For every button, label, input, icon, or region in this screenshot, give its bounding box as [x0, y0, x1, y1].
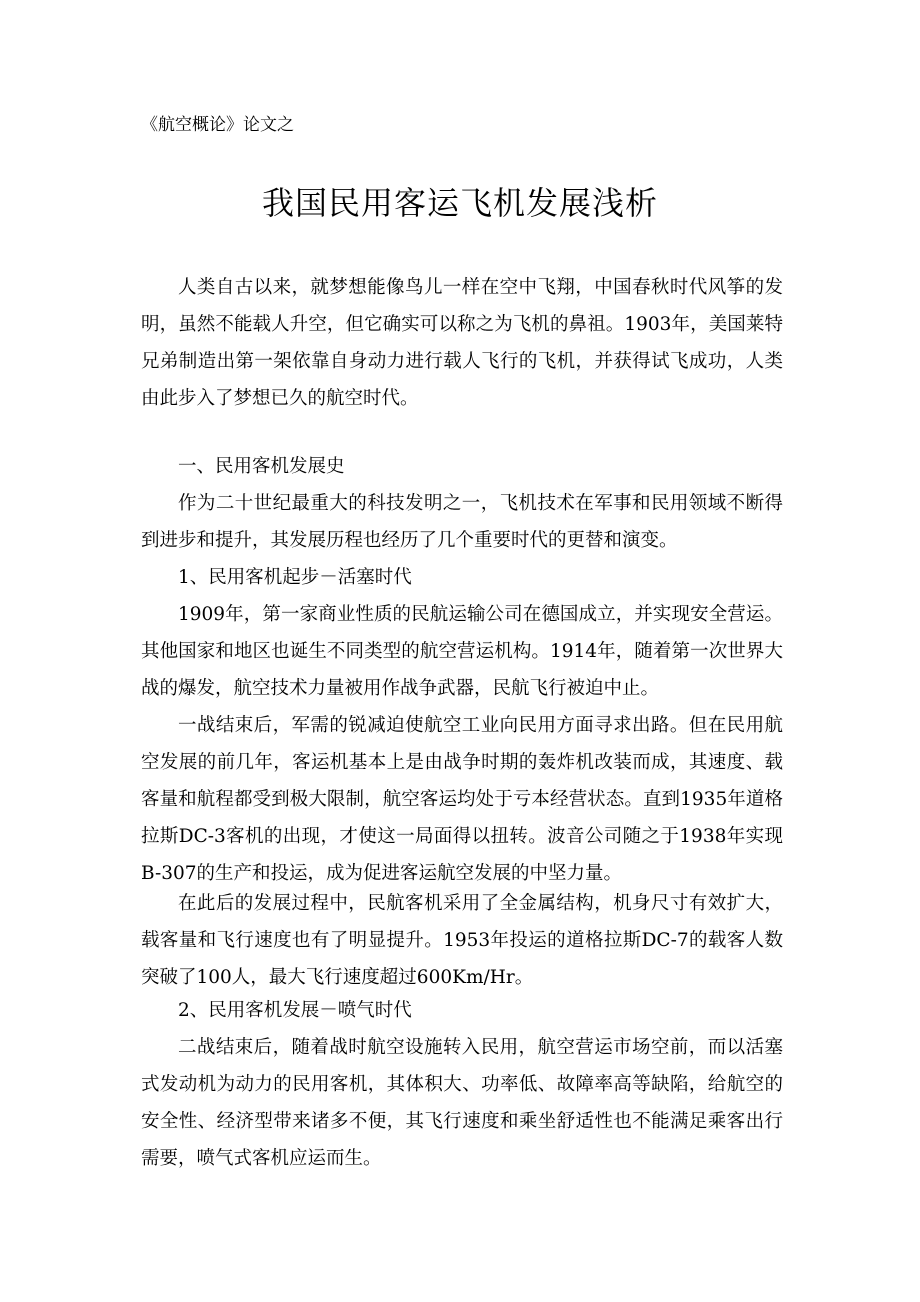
document-title: 我国民用客运飞机发展浅析	[261, 184, 658, 222]
section-1-heading: 一、民用客机发展史	[178, 456, 345, 477]
subsection-1-paragraph-2: 一战结束后，军需的锐减迫使航空工业向民用方面寻求出路。但在民用航空发展的前几年，客运机基本上是由战争时期的轰炸机改装而成，其速度、载客量和航程都受到极大限制，航空客运均处于亏本经营状态。直到1935年道格拉斯DC-3客机的出现，才使这一局面得以扭转。波音公司随之于1938年实现B-307的生产和投运，成为促进客运航空发展的中坚力量。	[141, 715, 783, 884]
subsection-1-paragraph-3: 在此后的发展过程中，民航客机采用了全金属结构，机身尺寸有效扩大，载客量和飞行速度也有了明显提升。1953年投运的道格拉斯DC-7的载客人数突破了100人，最大飞行速度超过600Km/Hr。	[141, 893, 783, 988]
subsection-2-heading: 2、民用客机发展－喷气时代	[178, 1000, 412, 1021]
section-1-intro-paragraph: 作为二十世纪最重大的科技发明之一，飞机技术在军事和民用领域不断得到进步和提升，其发展历程也经历了几个重要时代的更替和演变。	[141, 493, 783, 551]
subsection-1-paragraph-1: 1909年，第一家商业性质的民航运输公司在德国成立，并实现安全营运。其他国家和地区也诞生不同类型的航空营运机构。1914年，随着第一次世界大战的爆发，航空技术力量被用作战争武器，民航飞行被迫中止。	[141, 604, 783, 699]
document-subtitle: 《航空概论》论文之	[141, 115, 294, 135]
subsection-2-paragraph-1: 二战结束后，随着战时航空设施转入民用，航空营运市场空前，而以活塞式发动机为动力的民用客机，其体积大、功率低、故障率高等缺陷，给航空的安全性、经济型带来诸多不便，其飞行速度和乘坐舒适性也不能满足乘客出行需要，喷气式客机应运而生。	[141, 1037, 783, 1169]
subsection-1-heading: 1、民用客机起步－活塞时代	[178, 567, 412, 588]
intro-paragraph: 人类自古以来，就梦想能像鸟儿一样在空中飞翔，中国春秋时代风筝的发明，虽然不能载人升空，但它确实可以称之为飞机的鼻祖。1903年，美国莱特兄弟制造出第一架依靠自身动力进行载人飞行的飞机，并获得试飞成功，人类由此步入了梦想已久的航空时代。	[141, 277, 783, 409]
